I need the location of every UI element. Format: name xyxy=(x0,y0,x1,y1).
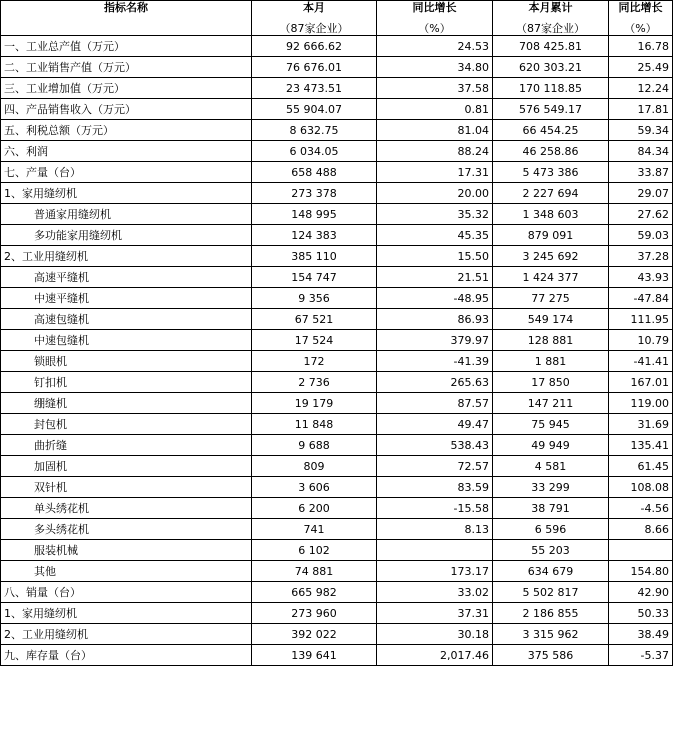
table-row xyxy=(1,288,673,309)
yoy-growth-cell: 72.57 xyxy=(377,456,493,477)
table-row xyxy=(1,141,673,162)
current-month-cell: 741 xyxy=(252,519,377,540)
yoy-growth-cell: 173.17 xyxy=(377,561,493,582)
table-row xyxy=(1,456,673,477)
indicator-name-cell: 1、家用缝纫机 xyxy=(1,603,252,624)
cumulative-yoy-cell: 59.03 xyxy=(609,225,673,246)
cumulative-yoy-cell: 12.24 xyxy=(609,78,673,99)
current-month-cell: 2 736 xyxy=(252,372,377,393)
cumulative-yoy-cell: 16.78 xyxy=(609,36,673,57)
cumulative-yoy-cell: 111.95 xyxy=(609,309,673,330)
cumulative-yoy-cell: 37.28 xyxy=(609,246,673,267)
current-month-cell: 172 xyxy=(252,351,377,372)
header-yoy-growth: 同比增长 （%） xyxy=(377,1,493,36)
indicator-name-cell: 双针机 xyxy=(1,477,252,498)
cumulative-cell: 1 881 xyxy=(493,351,609,372)
cumulative-yoy-cell: 8.66 xyxy=(609,519,673,540)
indicator-name-cell: 钉扣机 xyxy=(1,372,252,393)
indicator-name-cell: 2、工业用缝纫机 xyxy=(1,624,252,645)
cumulative-cell: 549 174 xyxy=(493,309,609,330)
cumulative-yoy-cell: -41.41 xyxy=(609,351,673,372)
yoy-growth-cell: 17.31 xyxy=(377,162,493,183)
current-month-cell: 74 881 xyxy=(252,561,377,582)
current-month-cell: 9 688 xyxy=(252,435,377,456)
table-row xyxy=(1,519,673,540)
indicator-name-cell: 1、家用缝纫机 xyxy=(1,183,252,204)
yoy-growth-cell: 379.97 xyxy=(377,330,493,351)
table-row xyxy=(1,603,673,624)
yoy-growth-cell: 24.53 xyxy=(377,36,493,57)
cumulative-cell: 375 586 xyxy=(493,645,609,666)
cumulative-cell: 634 679 xyxy=(493,561,609,582)
yoy-growth-cell: 35.32 xyxy=(377,204,493,225)
table-row xyxy=(1,477,673,498)
yoy-growth-cell: 15.50 xyxy=(377,246,493,267)
cumulative-cell: 5 473 386 xyxy=(493,162,609,183)
cumulative-cell: 75 945 xyxy=(493,414,609,435)
yoy-growth-cell: -15.58 xyxy=(377,498,493,519)
cumulative-yoy-cell: 135.41 xyxy=(609,435,673,456)
current-month-cell: 9 356 xyxy=(252,288,377,309)
cumulative-cell: 38 791 xyxy=(493,498,609,519)
indicator-name-cell: 七、产量（台） xyxy=(1,162,252,183)
header-cumulative-yoy-growth: 同比增长 （%） xyxy=(609,1,673,36)
cumulative-cell: 1 348 603 xyxy=(493,204,609,225)
current-month-cell: 148 995 xyxy=(252,204,377,225)
cumulative-cell: 170 118.85 xyxy=(493,78,609,99)
table-row xyxy=(1,372,673,393)
cumulative-yoy-cell: 108.08 xyxy=(609,477,673,498)
table-body xyxy=(1,36,673,666)
cumulative-yoy-cell: 25.49 xyxy=(609,57,673,78)
yoy-growth-cell: 30.18 xyxy=(377,624,493,645)
cumulative-yoy-cell: 119.00 xyxy=(609,393,673,414)
yoy-growth-cell: 2,017.46 xyxy=(377,645,493,666)
table-row xyxy=(1,162,673,183)
table-row xyxy=(1,624,673,645)
current-month-cell: 55 904.07 xyxy=(252,99,377,120)
indicator-name-cell: 单头绣花机 xyxy=(1,498,252,519)
yoy-growth-cell: 538.43 xyxy=(377,435,493,456)
cumulative-yoy-cell: 10.79 xyxy=(609,330,673,351)
cumulative-cell: 46 258.86 xyxy=(493,141,609,162)
cumulative-yoy-cell: 33.87 xyxy=(609,162,673,183)
indicator-name-cell: 二、工业销售产值（万元） xyxy=(1,57,252,78)
indicator-name-cell: 一、工业总产值（万元） xyxy=(1,36,252,57)
table-row xyxy=(1,561,673,582)
table-row xyxy=(1,582,673,603)
cumulative-cell: 49 949 xyxy=(493,435,609,456)
table-row xyxy=(1,267,673,288)
current-month-cell: 658 488 xyxy=(252,162,377,183)
yoy-growth-cell: 37.31 xyxy=(377,603,493,624)
cumulative-yoy-cell: -4.56 xyxy=(609,498,673,519)
current-month-cell: 385 110 xyxy=(252,246,377,267)
indicator-name-cell: 绷缝机 xyxy=(1,393,252,414)
table-row xyxy=(1,36,673,57)
current-month-cell: 139 641 xyxy=(252,645,377,666)
indicator-name-cell: 八、销量（台） xyxy=(1,582,252,603)
table-row xyxy=(1,330,673,351)
yoy-growth-cell xyxy=(377,540,493,561)
current-month-cell: 76 676.01 xyxy=(252,57,377,78)
current-month-cell: 19 179 xyxy=(252,393,377,414)
current-month-cell: 273 960 xyxy=(252,603,377,624)
cumulative-yoy-cell: 61.45 xyxy=(609,456,673,477)
indicator-name-cell: 高速平缝机 xyxy=(1,267,252,288)
yoy-growth-cell: 49.47 xyxy=(377,414,493,435)
cumulative-cell: 576 549.17 xyxy=(493,99,609,120)
cumulative-yoy-cell: 17.81 xyxy=(609,99,673,120)
table-row xyxy=(1,246,673,267)
cumulative-cell: 66 454.25 xyxy=(493,120,609,141)
current-month-cell: 67 521 xyxy=(252,309,377,330)
indicator-name-cell: 普通家用缝纫机 xyxy=(1,204,252,225)
current-month-cell: 392 022 xyxy=(252,624,377,645)
cumulative-yoy-cell: 29.07 xyxy=(609,183,673,204)
indicator-name-cell: 三、工业增加值（万元） xyxy=(1,78,252,99)
cumulative-yoy-cell: 154.80 xyxy=(609,561,673,582)
cumulative-yoy-cell: 84.34 xyxy=(609,141,673,162)
cumulative-cell: 620 303.21 xyxy=(493,57,609,78)
current-month-cell: 124 383 xyxy=(252,225,377,246)
cumulative-yoy-cell: 38.49 xyxy=(609,624,673,645)
cumulative-cell: 17 850 xyxy=(493,372,609,393)
cumulative-cell: 6 596 xyxy=(493,519,609,540)
table-row xyxy=(1,309,673,330)
yoy-growth-cell: 21.51 xyxy=(377,267,493,288)
cumulative-cell: 708 425.81 xyxy=(493,36,609,57)
cumulative-cell: 3 245 692 xyxy=(493,246,609,267)
table-row xyxy=(1,57,673,78)
cumulative-cell: 77 275 xyxy=(493,288,609,309)
cumulative-cell: 33 299 xyxy=(493,477,609,498)
header-row xyxy=(1,1,673,36)
yoy-growth-cell: 88.24 xyxy=(377,141,493,162)
indicator-name-cell: 曲折缝 xyxy=(1,435,252,456)
yoy-growth-cell: 87.57 xyxy=(377,393,493,414)
current-month-cell: 3 606 xyxy=(252,477,377,498)
yoy-growth-cell: 33.02 xyxy=(377,582,493,603)
indicator-name-cell: 高速包缝机 xyxy=(1,309,252,330)
yoy-growth-cell: 83.59 xyxy=(377,477,493,498)
yoy-growth-cell: -48.95 xyxy=(377,288,493,309)
table-row xyxy=(1,645,673,666)
cumulative-cell: 5 502 817 xyxy=(493,582,609,603)
cumulative-yoy-cell: 27.62 xyxy=(609,204,673,225)
yoy-growth-cell: 37.58 xyxy=(377,78,493,99)
indicator-name-cell: 四、产品销售收入（万元） xyxy=(1,99,252,120)
indicator-name-cell: 中速包缝机 xyxy=(1,330,252,351)
current-month-cell: 273 378 xyxy=(252,183,377,204)
cumulative-yoy-cell: 43.93 xyxy=(609,267,673,288)
cumulative-cell: 1 424 377 xyxy=(493,267,609,288)
current-month-cell: 6 102 xyxy=(252,540,377,561)
indicator-name-cell: 六、利润 xyxy=(1,141,252,162)
indicator-name-cell: 加固机 xyxy=(1,456,252,477)
yoy-growth-cell: 265.63 xyxy=(377,372,493,393)
yoy-growth-cell: 0.81 xyxy=(377,99,493,120)
current-month-cell: 665 982 xyxy=(252,582,377,603)
yoy-growth-cell: 20.00 xyxy=(377,183,493,204)
table-row xyxy=(1,99,673,120)
indicator-name-cell: 九、库存量（台） xyxy=(1,645,252,666)
cumulative-cell: 128 881 xyxy=(493,330,609,351)
yoy-growth-cell: 81.04 xyxy=(377,120,493,141)
table-row xyxy=(1,225,673,246)
cumulative-yoy-cell: 42.90 xyxy=(609,582,673,603)
cumulative-cell: 55 203 xyxy=(493,540,609,561)
header-cumulative: 本月累计 （87家企业） xyxy=(493,1,609,36)
cumulative-yoy-cell: -5.37 xyxy=(609,645,673,666)
current-month-cell: 17 524 xyxy=(252,330,377,351)
cumulative-yoy-cell: 31.69 xyxy=(609,414,673,435)
table-row xyxy=(1,183,673,204)
indicator-name-cell: 封包机 xyxy=(1,414,252,435)
table-row xyxy=(1,540,673,561)
header-current-month: 本月 （87家企业） xyxy=(252,1,377,36)
indicator-name-cell: 多头绣花机 xyxy=(1,519,252,540)
table-row xyxy=(1,414,673,435)
table-row xyxy=(1,204,673,225)
indicator-name-cell: 五、利税总额（万元） xyxy=(1,120,252,141)
indicator-name-cell: 其他 xyxy=(1,561,252,582)
current-month-cell: 92 666.62 xyxy=(252,36,377,57)
cumulative-yoy-cell: -47.84 xyxy=(609,288,673,309)
current-month-cell: 809 xyxy=(252,456,377,477)
cumulative-cell: 4 581 xyxy=(493,456,609,477)
cumulative-cell: 879 091 xyxy=(493,225,609,246)
table-row xyxy=(1,120,673,141)
indicator-name-cell: 中速平缝机 xyxy=(1,288,252,309)
current-month-cell: 8 632.75 xyxy=(252,120,377,141)
header-indicator-name: 指标名称 xyxy=(1,1,252,36)
indicator-name-cell: 锁眼机 xyxy=(1,351,252,372)
current-month-cell: 6 034.05 xyxy=(252,141,377,162)
table-row xyxy=(1,393,673,414)
cumulative-cell: 2 227 694 xyxy=(493,183,609,204)
table-row xyxy=(1,435,673,456)
yoy-growth-cell: 8.13 xyxy=(377,519,493,540)
cumulative-cell: 2 186 855 xyxy=(493,603,609,624)
cumulative-yoy-cell: 167.01 xyxy=(609,372,673,393)
current-month-cell: 11 848 xyxy=(252,414,377,435)
table-row xyxy=(1,351,673,372)
indicator-name-cell: 2、工业用缝纫机 xyxy=(1,246,252,267)
current-month-cell: 6 200 xyxy=(252,498,377,519)
yoy-growth-cell: -41.39 xyxy=(377,351,493,372)
indicator-name-cell: 服装机械 xyxy=(1,540,252,561)
yoy-growth-cell: 34.80 xyxy=(377,57,493,78)
yoy-growth-cell: 86.93 xyxy=(377,309,493,330)
yoy-growth-cell: 45.35 xyxy=(377,225,493,246)
cumulative-yoy-cell: 50.33 xyxy=(609,603,673,624)
current-month-cell: 154 747 xyxy=(252,267,377,288)
cumulative-cell: 147 211 xyxy=(493,393,609,414)
cumulative-cell: 3 315 962 xyxy=(493,624,609,645)
cumulative-yoy-cell: 59.34 xyxy=(609,120,673,141)
cumulative-yoy-cell xyxy=(609,540,673,561)
table-row xyxy=(1,78,673,99)
current-month-cell: 23 473.51 xyxy=(252,78,377,99)
indicator-name-cell: 多功能家用缝纫机 xyxy=(1,225,252,246)
table-row xyxy=(1,498,673,519)
